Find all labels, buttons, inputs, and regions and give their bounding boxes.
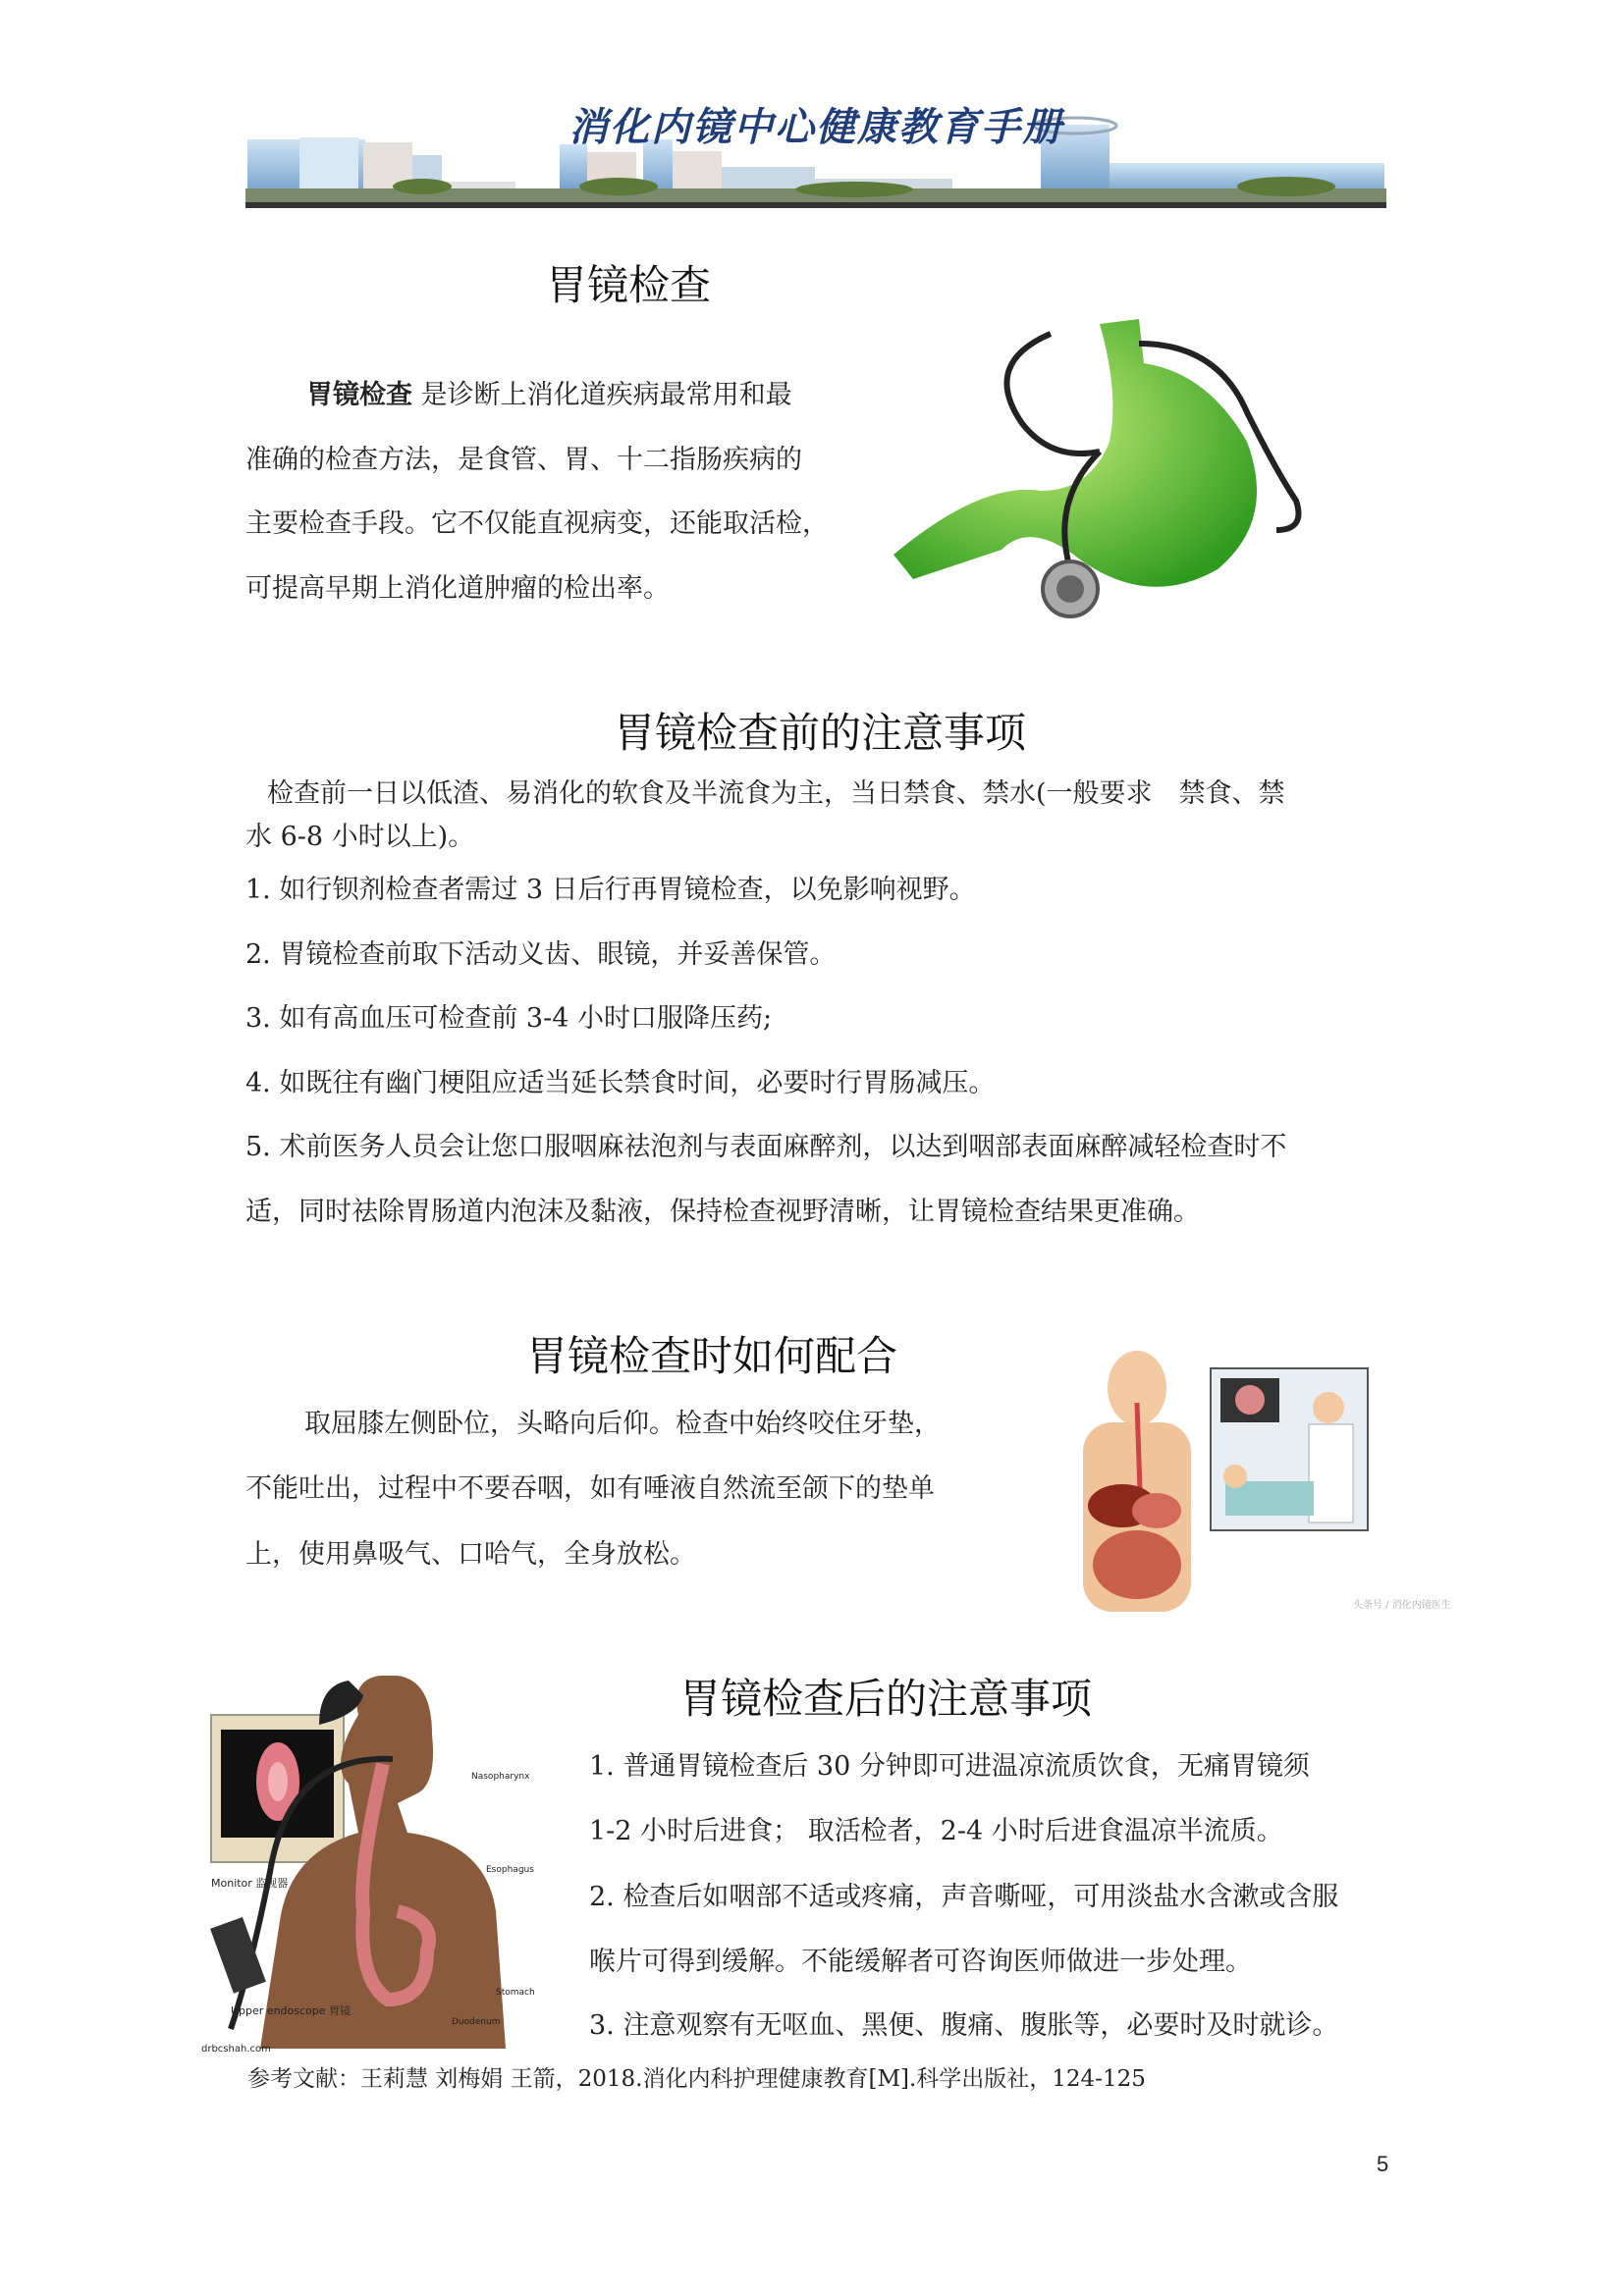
before-exam-item-2: 2. 胃镜检查前取下活动义齿、眼镜，并妥善保管。 (245, 939, 837, 970)
digestive-tract-exam-image (1063, 1344, 1378, 1612)
section-title-cooperation: 胃镜检查时如何配合 (525, 1332, 898, 1380)
stomach-stethoscope-image (884, 304, 1375, 633)
stomach-label: Stomach (496, 1988, 535, 1998)
header-banner (245, 59, 1386, 211)
after-exam-item-3: 3. 注意观察有无呕血、黑便、腹痛、腹胀等，必要时及时就诊。 (589, 2010, 1339, 2041)
cooperation-line-3: 上，使用鼻吸气、口哈气，全身放松。 (245, 1539, 696, 1570)
endoscope-label: Upper endoscope 胃镜 (231, 2004, 352, 2017)
after-exam-item-1: 1. 普通胃镜检查后 30 分钟即可进温凉流质饮食，无痛胃镜须 (589, 1751, 1310, 1782)
after-exam-item-2-cont: 喉片可得到缓解。不能缓解者可咨询医师做进一步处理。 (589, 1947, 1252, 1977)
site-label: drbcshah.com (201, 2044, 271, 2055)
before-exam-item-1: 1. 如行钡剂检查者需过 3 日后行再胃镜检查，以免影响视野。 (245, 875, 976, 905)
after-exam-item-1-cont: 1-2 小时后进食； 取活检者，2-4 小时后进食温凉半流质。 (589, 1816, 1283, 1846)
monitor-label: Monitor 监视器 (211, 1877, 289, 1890)
section-title-after-exam: 胃镜检查后的注意事项 (678, 1675, 1093, 1723)
before-exam-line-2: 水 6-8 小时以上)。 (245, 822, 475, 852)
upper-endoscope-diagram-image (201, 1676, 565, 2058)
duodenum-label: Duodenum (452, 2017, 501, 2027)
handbook-title: 消化内镜中心健康教育手册 (568, 105, 1063, 150)
section-title-gastroscopy: 胃镜检查 (545, 261, 712, 309)
section1-line-2: 准确的检查方法，是食管、胃、十二指肠疾病的 (245, 445, 802, 475)
nasopharynx-label: Nasopharynx (471, 1772, 530, 1782)
after-exam-item-2: 2. 检查后如咽部不适或疼痛，声音嘶哑，可用淡盐水含漱或含服 (589, 1882, 1339, 1912)
before-exam-line-1: 检查前一日以低渣、易消化的软食及半流食为主，当日禁食、禁水(一般要求 禁食、禁 (267, 778, 1285, 809)
section1-line-4: 可提高早期上消化道肿瘤的检出率。 (245, 573, 670, 604)
bold-lead: 胃镜检查 (306, 380, 412, 410)
section1-line-3: 主要检查手段。它不仅能直视病变，还能取活检， (245, 508, 829, 539)
image-watermark: 头条号 / 消化内镜医生 (1353, 1600, 1451, 1611)
before-exam-item-3: 3. 如有高血压可检查前 3-4 小时口服降压药; (245, 1003, 773, 1034)
section1-line-1 (306, 378, 792, 413)
reference-citation: 参考文献：王莉慧 刘梅娟 王箭，2018.消化内科护理健康教育[M].科学出版社，124-125 (247, 2066, 1146, 2092)
before-exam-item-4: 4. 如既往有幽门梗阻应适当延长禁食时间，必要时行胃肠减压。 (245, 1068, 996, 1098)
section-title-before-exam: 胃镜检查前的注意事项 (613, 709, 1027, 757)
before-exam-item-5-cont: 适，同时祛除胃肠道内泡沫及黏液，保持检查视野清晰，让胃镜检查结果更准确。 (245, 1197, 1200, 1227)
cooperation-line-1: 取屈膝左侧卧位，头略向后仰。检查中始终咬住牙垫， (304, 1409, 941, 1439)
section1-text: 是诊断上消化道疾病最常用和最 (412, 380, 792, 410)
before-exam-item-5: 5. 术前医务人员会让您口服咽麻祛泡剂与表面麻醉剂，以达到咽部表面麻醉减轻检查时不 (245, 1132, 1287, 1162)
cooperation-line-2: 不能吐出，过程中不要吞咽，如有唾液自然流至颌下的垫单 (245, 1473, 935, 1504)
page-number: 5 (1377, 2152, 1389, 2176)
esophagus-label: Esophagus (486, 1865, 534, 1875)
